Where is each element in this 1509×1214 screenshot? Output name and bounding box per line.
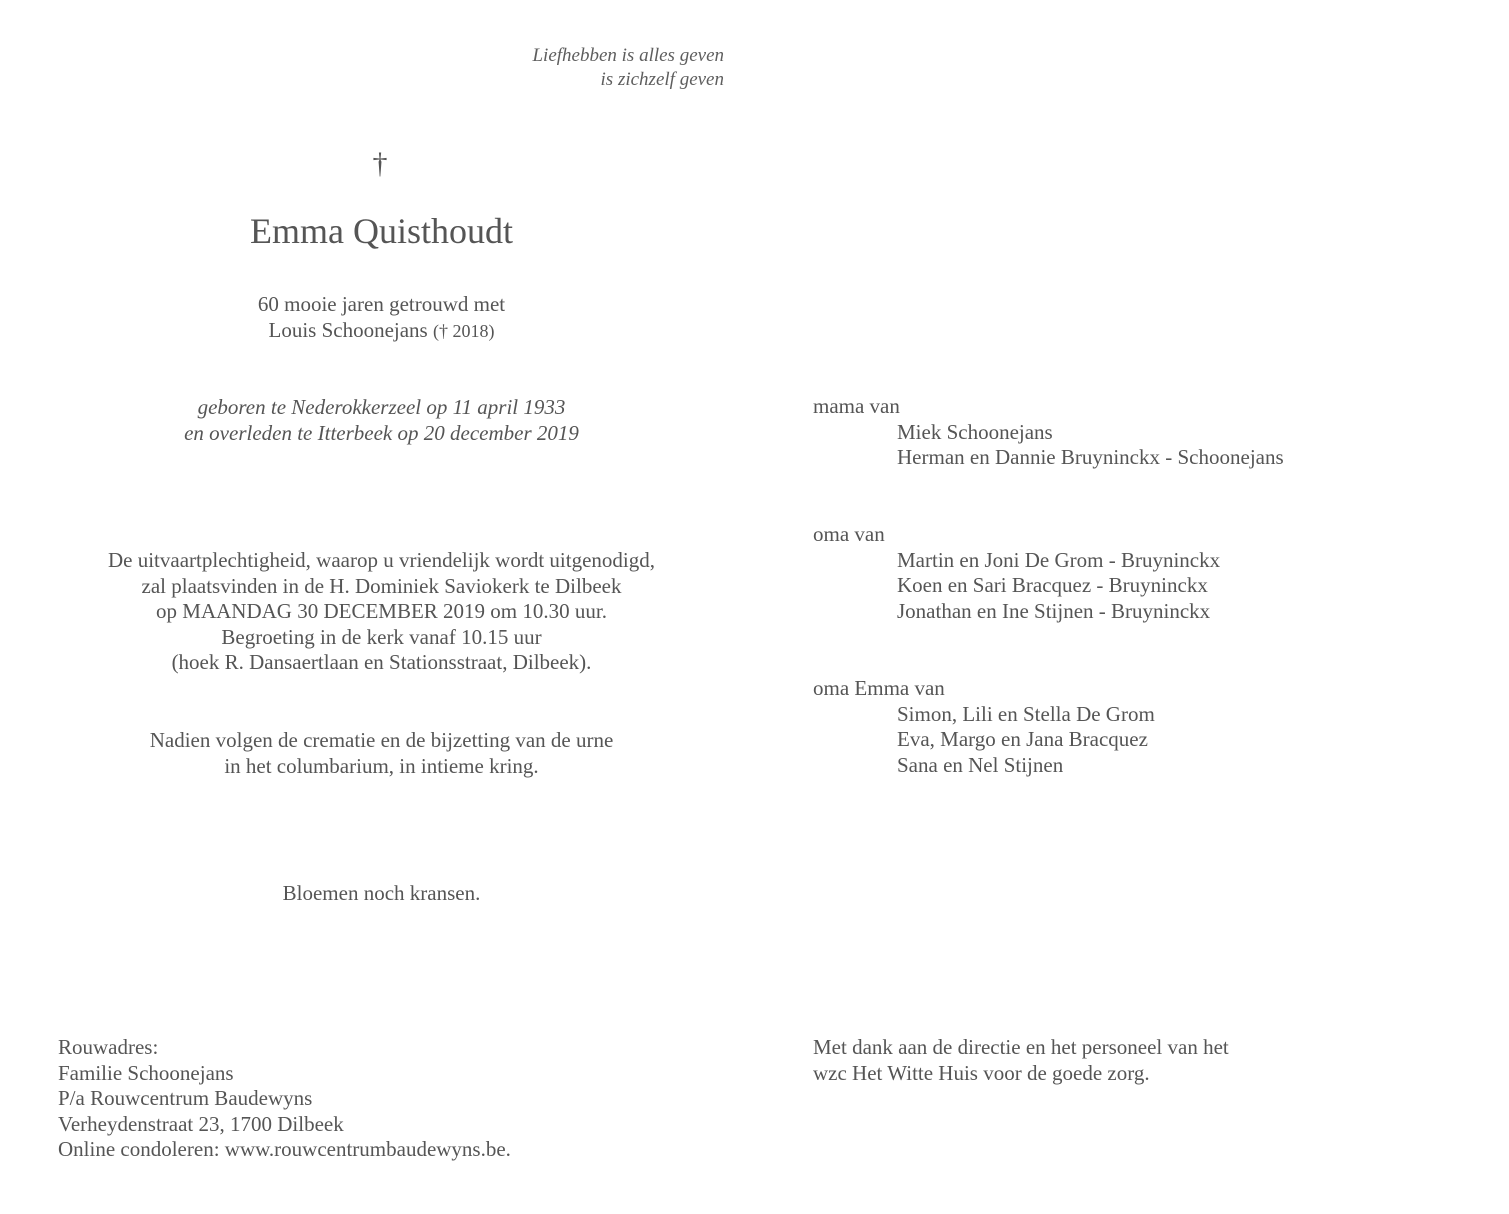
family-grandchildren: [813, 522, 1433, 624]
ceremony-line: De uitvaartplechtigheid, waarop u vriendelijk wordt uitgenodigd,: [107, 548, 655, 572]
cremation-line: Nadien volgen de crematie en de bijzetting van de urne: [149, 728, 614, 752]
spouse-name: Louis Schoonejans: [268, 317, 428, 342]
address-line: P/a Rouwcentrum Baudewyns: [58, 1086, 313, 1110]
relation-heading: oma van: [813, 522, 885, 546]
birth-line: geboren te Nederokkerzeel op 11 april 1933: [197, 395, 566, 419]
ceremony-line: op MAANDAG 30 DECEMBER 2019 om 10.30 uur.: [156, 599, 607, 623]
address-line: Rouwadres:: [58, 1035, 159, 1059]
address-line: Verheydenstraat 23, 1700 Dilbeek: [58, 1111, 344, 1136]
thanks-line: wzc Het Witte Huis voor de goede zorg.: [813, 1060, 1150, 1085]
ceremony-line: Begroeting in de kerk vanaf 10.15 uur: [221, 624, 542, 649]
cross-icon: †: [372, 147, 388, 180]
cremation-info: [30, 728, 733, 779]
relation-member: Jonathan en Ine Stijnen - Bruyninckx: [897, 598, 1211, 623]
deceased-name: Emma Quisthoudt: [250, 211, 513, 251]
death-line: en overleden te Itterbeek op 20 december 2019: [184, 420, 579, 445]
ceremony-info: [30, 548, 733, 676]
spouse-info: [30, 292, 733, 344]
family-great-grandchildren: [813, 676, 1433, 778]
cremation-line: in het columbarium, in intieme kring.: [224, 753, 539, 778]
motto-line: is zichzelf geven: [600, 69, 724, 90]
motto-line: Liefhebben is alles geven: [532, 45, 724, 66]
relation-member: Martin en Joni De Grom - Bruyninckx: [897, 547, 1221, 572]
relation-member: Simon, Lili en Stella De Grom: [897, 701, 1155, 726]
spouse-line: 60 mooie jaren getrouwd met: [257, 292, 506, 316]
thanks-note: [813, 1035, 1433, 1086]
family-children: [813, 394, 1433, 471]
address-line: Online condoleren: www.rouwcentrumbaudewyns.be.: [58, 1137, 511, 1161]
relation-member: Herman en Dannie Bruyninckx - Schoonejans: [897, 445, 1284, 469]
relation-heading: oma Emma van: [813, 676, 945, 700]
mourning-address: [58, 1035, 678, 1163]
ceremony-line: (hoek R. Dansaertlaan en Stationsstraat, Dilbeek).: [171, 650, 592, 674]
relation-member: Miek Schoonejans: [897, 419, 1053, 444]
relation-heading: mama van: [813, 394, 900, 418]
ceremony-line: zal plaatsvinden in de H. Dominiek Saviokerk te Dilbeek: [141, 573, 622, 598]
relation-member: Koen en Sari Bracquez - Bruyninckx: [897, 573, 1208, 597]
relation-member: Sana en Nel Stijnen: [897, 752, 1064, 777]
flowers-note: Bloemen noch kransen.: [282, 881, 481, 905]
thanks-line: Met dank aan de directie en het personeel van het: [813, 1035, 1229, 1059]
address-line: Familie Schoonejans: [58, 1060, 234, 1085]
motto: [400, 44, 724, 92]
relation-member: Eva, Margo en Jana Bracquez: [897, 727, 1148, 751]
birth-death-info: [30, 395, 733, 446]
spouse-death-note: († 2018): [432, 320, 495, 341]
spouse-name-line: [30, 318, 733, 345]
